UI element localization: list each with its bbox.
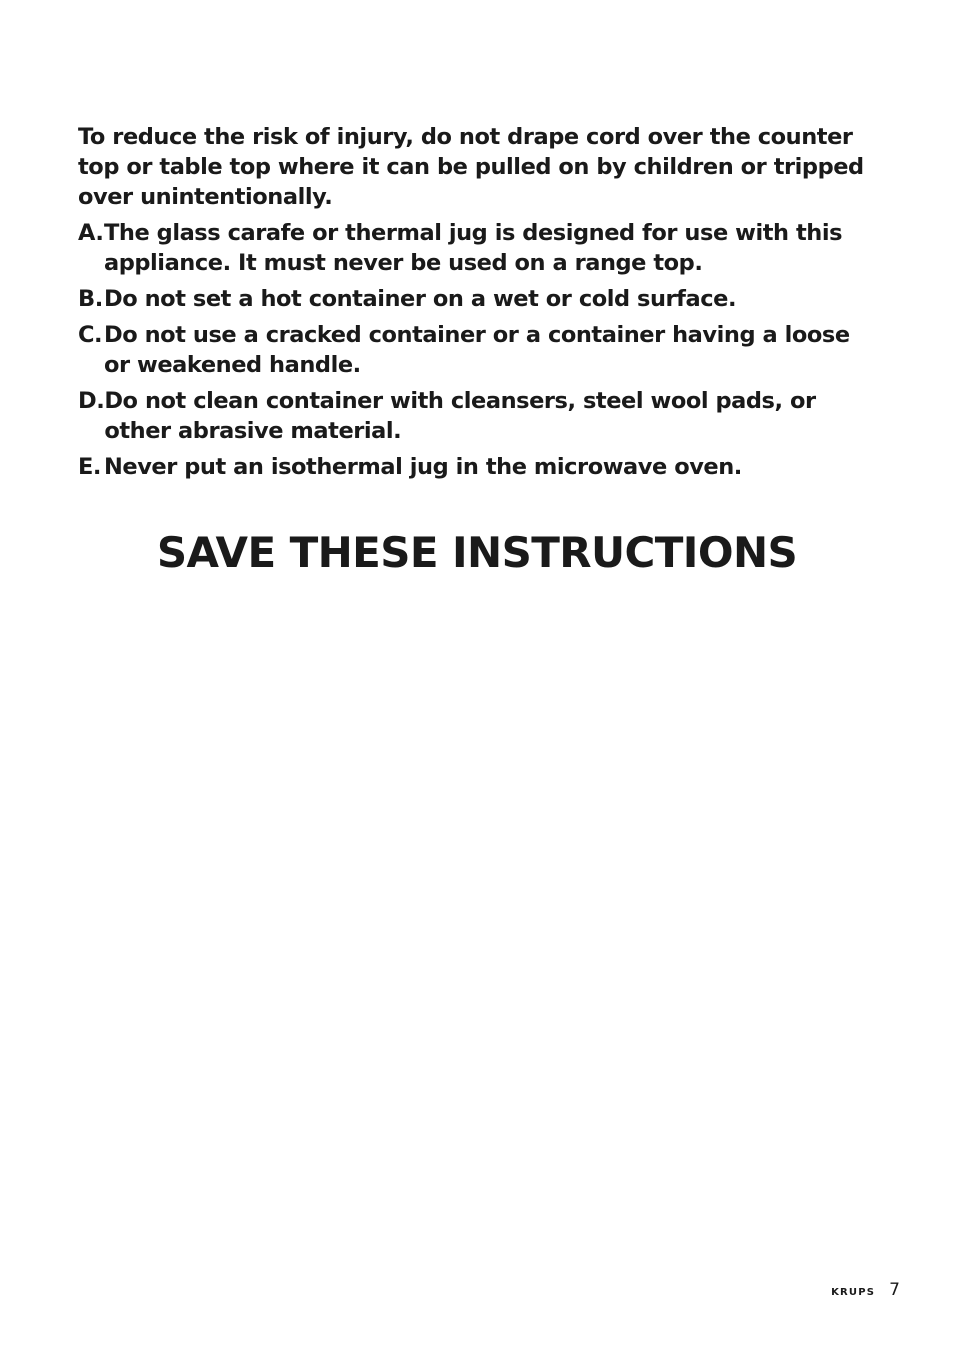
list-item-letter: C. — [78, 322, 103, 348]
list-item — [78, 386, 878, 446]
document-body — [78, 122, 878, 488]
list-item-letter: D. — [78, 388, 105, 414]
list-item-text: Do not clean container with cleansers, steel wool pads, or other abrasive material. — [104, 388, 816, 444]
save-instructions-heading: SAVE THESE INSTRUCTIONS — [156, 528, 798, 577]
list-item — [78, 320, 878, 380]
list-item-text: Do not use a cracked container or a container having a loose or weakened handle. — [104, 322, 850, 378]
page-footer — [831, 1280, 900, 1300]
list-item-text: Do not set a hot container on a wet or cold surface. — [104, 286, 737, 312]
list-item — [78, 218, 878, 278]
list-item — [78, 452, 878, 482]
list-item — [78, 284, 878, 314]
list-item-text: Never put an isothermal jug in the microwave oven. — [104, 454, 742, 480]
safety-list — [78, 218, 878, 482]
intro-paragraph: To reduce the risk of injury, do not drape cord over the counter top or table top where it can be pulled on by children or tripped over unintentionally. — [78, 124, 864, 210]
brand-logo: KRUPS — [831, 1287, 876, 1298]
list-item-text: The glass carafe or thermal jug is designed for use with this appliance. It must never be used on a range top. — [104, 220, 843, 276]
list-item-letter: B. — [78, 286, 103, 312]
list-item-letter: E. — [78, 454, 102, 480]
list-item-letter: A. — [78, 220, 104, 246]
page-number: 7 — [889, 1280, 900, 1300]
